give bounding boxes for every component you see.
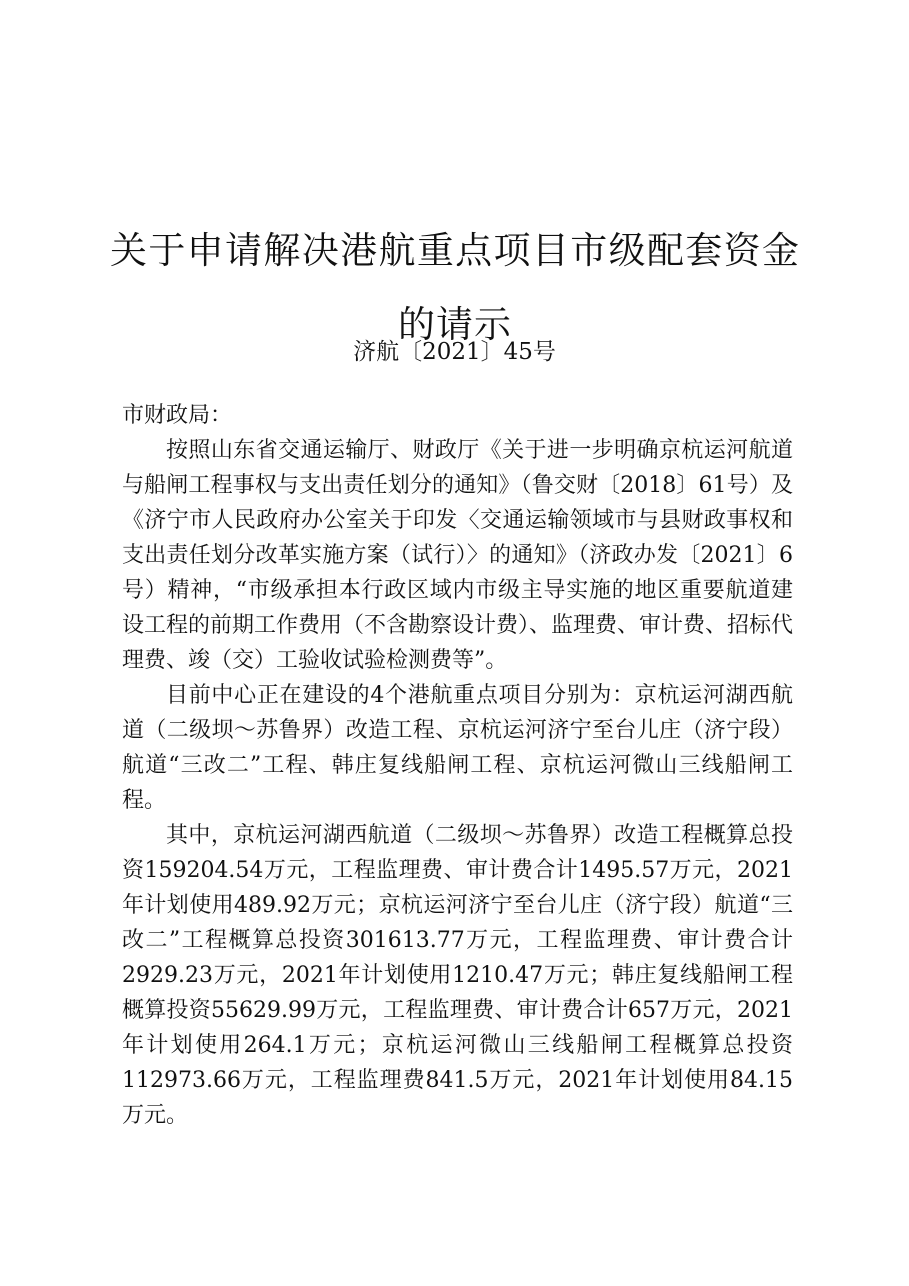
paragraph-policy-basis: 按照山东省交通运输厅、财政厅《关于进一步明确京杭运河航道与船闸工程事权与支出责任划分的通知》（鲁交财〔2018〕61号）及《济宁市人民政府办公室关于印发〈交通运输领域市与县财政事权和支出责任划分改革实施方案（试行）〉的通知》（济政办发〔2021〕6号）精神，“市级承担本行政区域内市级主导实施的地区重要航道建设工程的前期工作费用（不含勘察设计费）、监理费、审计费、招标代理费、竣（交）工验收试验检测费等”。: [122, 438, 794, 673]
addressee: 市财政局：: [122, 403, 233, 428]
paragraph-funding-details: 其中，京杭运河湖西航道（二级坝～苏鲁界）改造工程概算总投资159204.54万元，工程监理费、审计费合计1495.57万元，2021年计划使用489.92万元；京杭运河济宁至台儿庄（济宁段）航道“三改二”工程概算总投资301613.77万元，工程监理费、审计费合计2929.23万元，2021年计划使用1210.47万元；韩庄复线船闸工程概算投资55629.99万元，工程监理费、审计费合计657万元，2021年计划使用264.1万元；京杭运河微山三线船闸工程概算总投资112973.66万元，工程监理费841.5万元，2021年计划使用84.15万元。: [122, 823, 793, 1128]
document-body: [122, 398, 793, 1133]
document-number: 济航〔2021〕45号: [353, 339, 556, 365]
paragraph-projects: 目前中心正在建设的4个港航重点项目分别为：京杭运河湖西航道（二级坝～苏鲁界）改造工程、京杭运河济宁至台儿庄（济宁段）航道“三改二”工程、韩庄复线船闸工程、京杭运河微山三线船闸工程。: [122, 683, 793, 813]
document-title: 关于申请解决港航重点项目市级配套资金的请示: [110, 229, 800, 346]
